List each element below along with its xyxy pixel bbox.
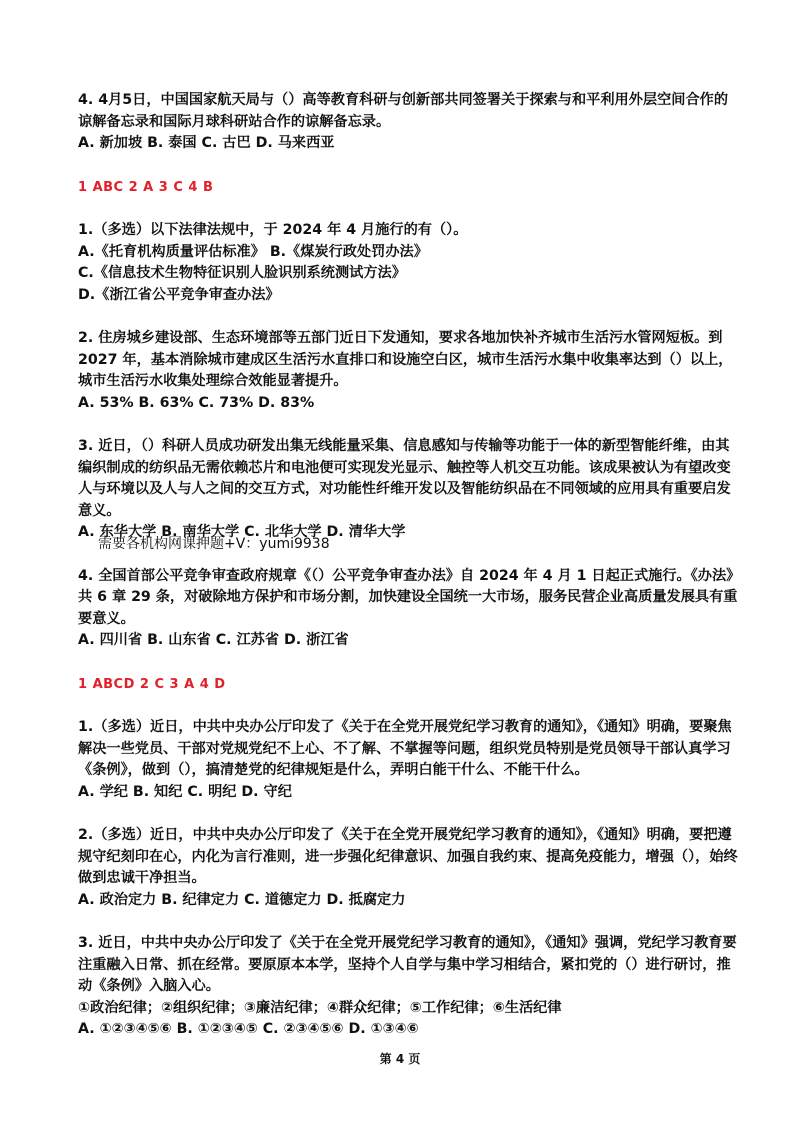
question-options: A. 53% B. 63% C. 73% D. 83% [78,394,315,411]
question-options: A. 学纪 B. 知纪 C. 明纪 D. 守纪 [78,783,292,800]
question-text: 2. 住房城乡建设部、生态环境部等五部门近日下发通知，要求各地加快补齐城市生活污水管网短板。到 2027 年，基本消除城市建成区生活污水直排口和设施空白区，城市生活污水集中收集率达到（）以上，城市生活污水收集处理综合效能显著提升。 [78,330,733,389]
answer-key: 1 ABC 2 A 3 C 4 B [78,179,214,195]
question-options: A. 四川省 B. 山东省 C. 江苏省 D. 浙江省 [78,632,349,648]
question-text: 2.（多选）近日，中共中央办公厅印发了《关于在全党开展党纪学习教育的通知》，《通知》明确，要把遵规守纪刻印在心，内化为言行准则，进一步强化纪律意识、加强自我约束、提高免疫能力，增强（），始终做到忠诚干净担当。 [78,827,738,886]
question-options: A.《托育机构质量评估标准》 B.《煤炭行政处罚办法》 [78,243,428,260]
question-text: 4. 全国首部公平竞争审查政府规章《（）公平竞争审查办法》自 2024 年 4 月 1 日起正式施行。《办法》共 6 章 29 条，对破除地方保护和市场分割，加快建设全国统一大市场，服务民营企业高质量发展具有重要意义。 [78,567,738,627]
question-options: D.《浙江省公平竞争审查办法》 [78,286,280,303]
document-content [78,90,738,1041]
question-text: 1.（多选）近日，中共中央办公厅印发了《关于在全党开展党纪学习教育的通知》，《通知》明确，要聚焦解决一些党员、干部对党规党纪不上心、不了解、不掌握等问题，组织党员特别是党员领导干部认真学习《条例》，做到（），搞清楚党的纪律规矩是什么，弄明白能干什么、不能干什么。 [78,719,732,778]
question-options: A. 东华大学 B. 南华大学 C. 北华大学 D. 清华大学 [78,524,406,540]
question-options: C.《信息技术生物特征识别人脸识别系统测试方法》 [78,265,406,281]
question-options: A. ①②③④⑤⑥ B. ①②③④⑤ C. ②③④⑤⑥ D. ①③④⑥ [78,1021,419,1037]
question-text: 3. 近日，（）科研人员成功研发出集无线能量采集、信息感知与传输等功能于一体的新型智能纤维，由其编织制成的纺织品无需依赖芯片和电池便可实现发光显示、触控等人机交互功能。该成果被认为有望改变人与环境以及人与人之间的交互方式，对功能性纤维开发以及智能纺织品在不同领域的应用具有重要启发意义。 [78,438,731,519]
question-options: A. 新加坡 B. 泰国 C. 古巴 D. 马来西亚 [78,135,335,151]
answer-key: 1 ABCD 2 C 3 A 4 D [78,676,226,692]
page-number: 第 4 页 [379,1052,421,1066]
question-items: ①政治纪律；②组织纪律；③廉洁纪律；④群众纪律；⑤工作纪律；⑥生活纪律 [78,999,562,1016]
watermark-ad-text: 需要各机构网课押题+V：yumi9938 [98,536,330,552]
question-text: 4. 4月5日，中国国家航天局与（）高等教育科研与创新部共同签署关于探索与和平利用外层空间合作的谅解备忘录和国际月球科研站合作的谅解备忘录。 [78,92,729,130]
question-options: A. 政治定力 B. 纪律定力 C. 道德定力 D. 抵腐定力 [78,891,406,908]
question-text: 1.（多选）以下法律法规中，于 2024 年 4 月施行的有（）。 [78,222,468,238]
question-text: 3. 近日，中共中央办公厅印发了《关于在全党开展党纪学习教育的通知》，《通知》强调，党纪学习教育要注重融入日常、抓在经常。要原原本本学，坚持个人自学与集中学习相结合，紧扣党的（）进行研讨，推动《条例》入脑入心。 [78,935,737,994]
